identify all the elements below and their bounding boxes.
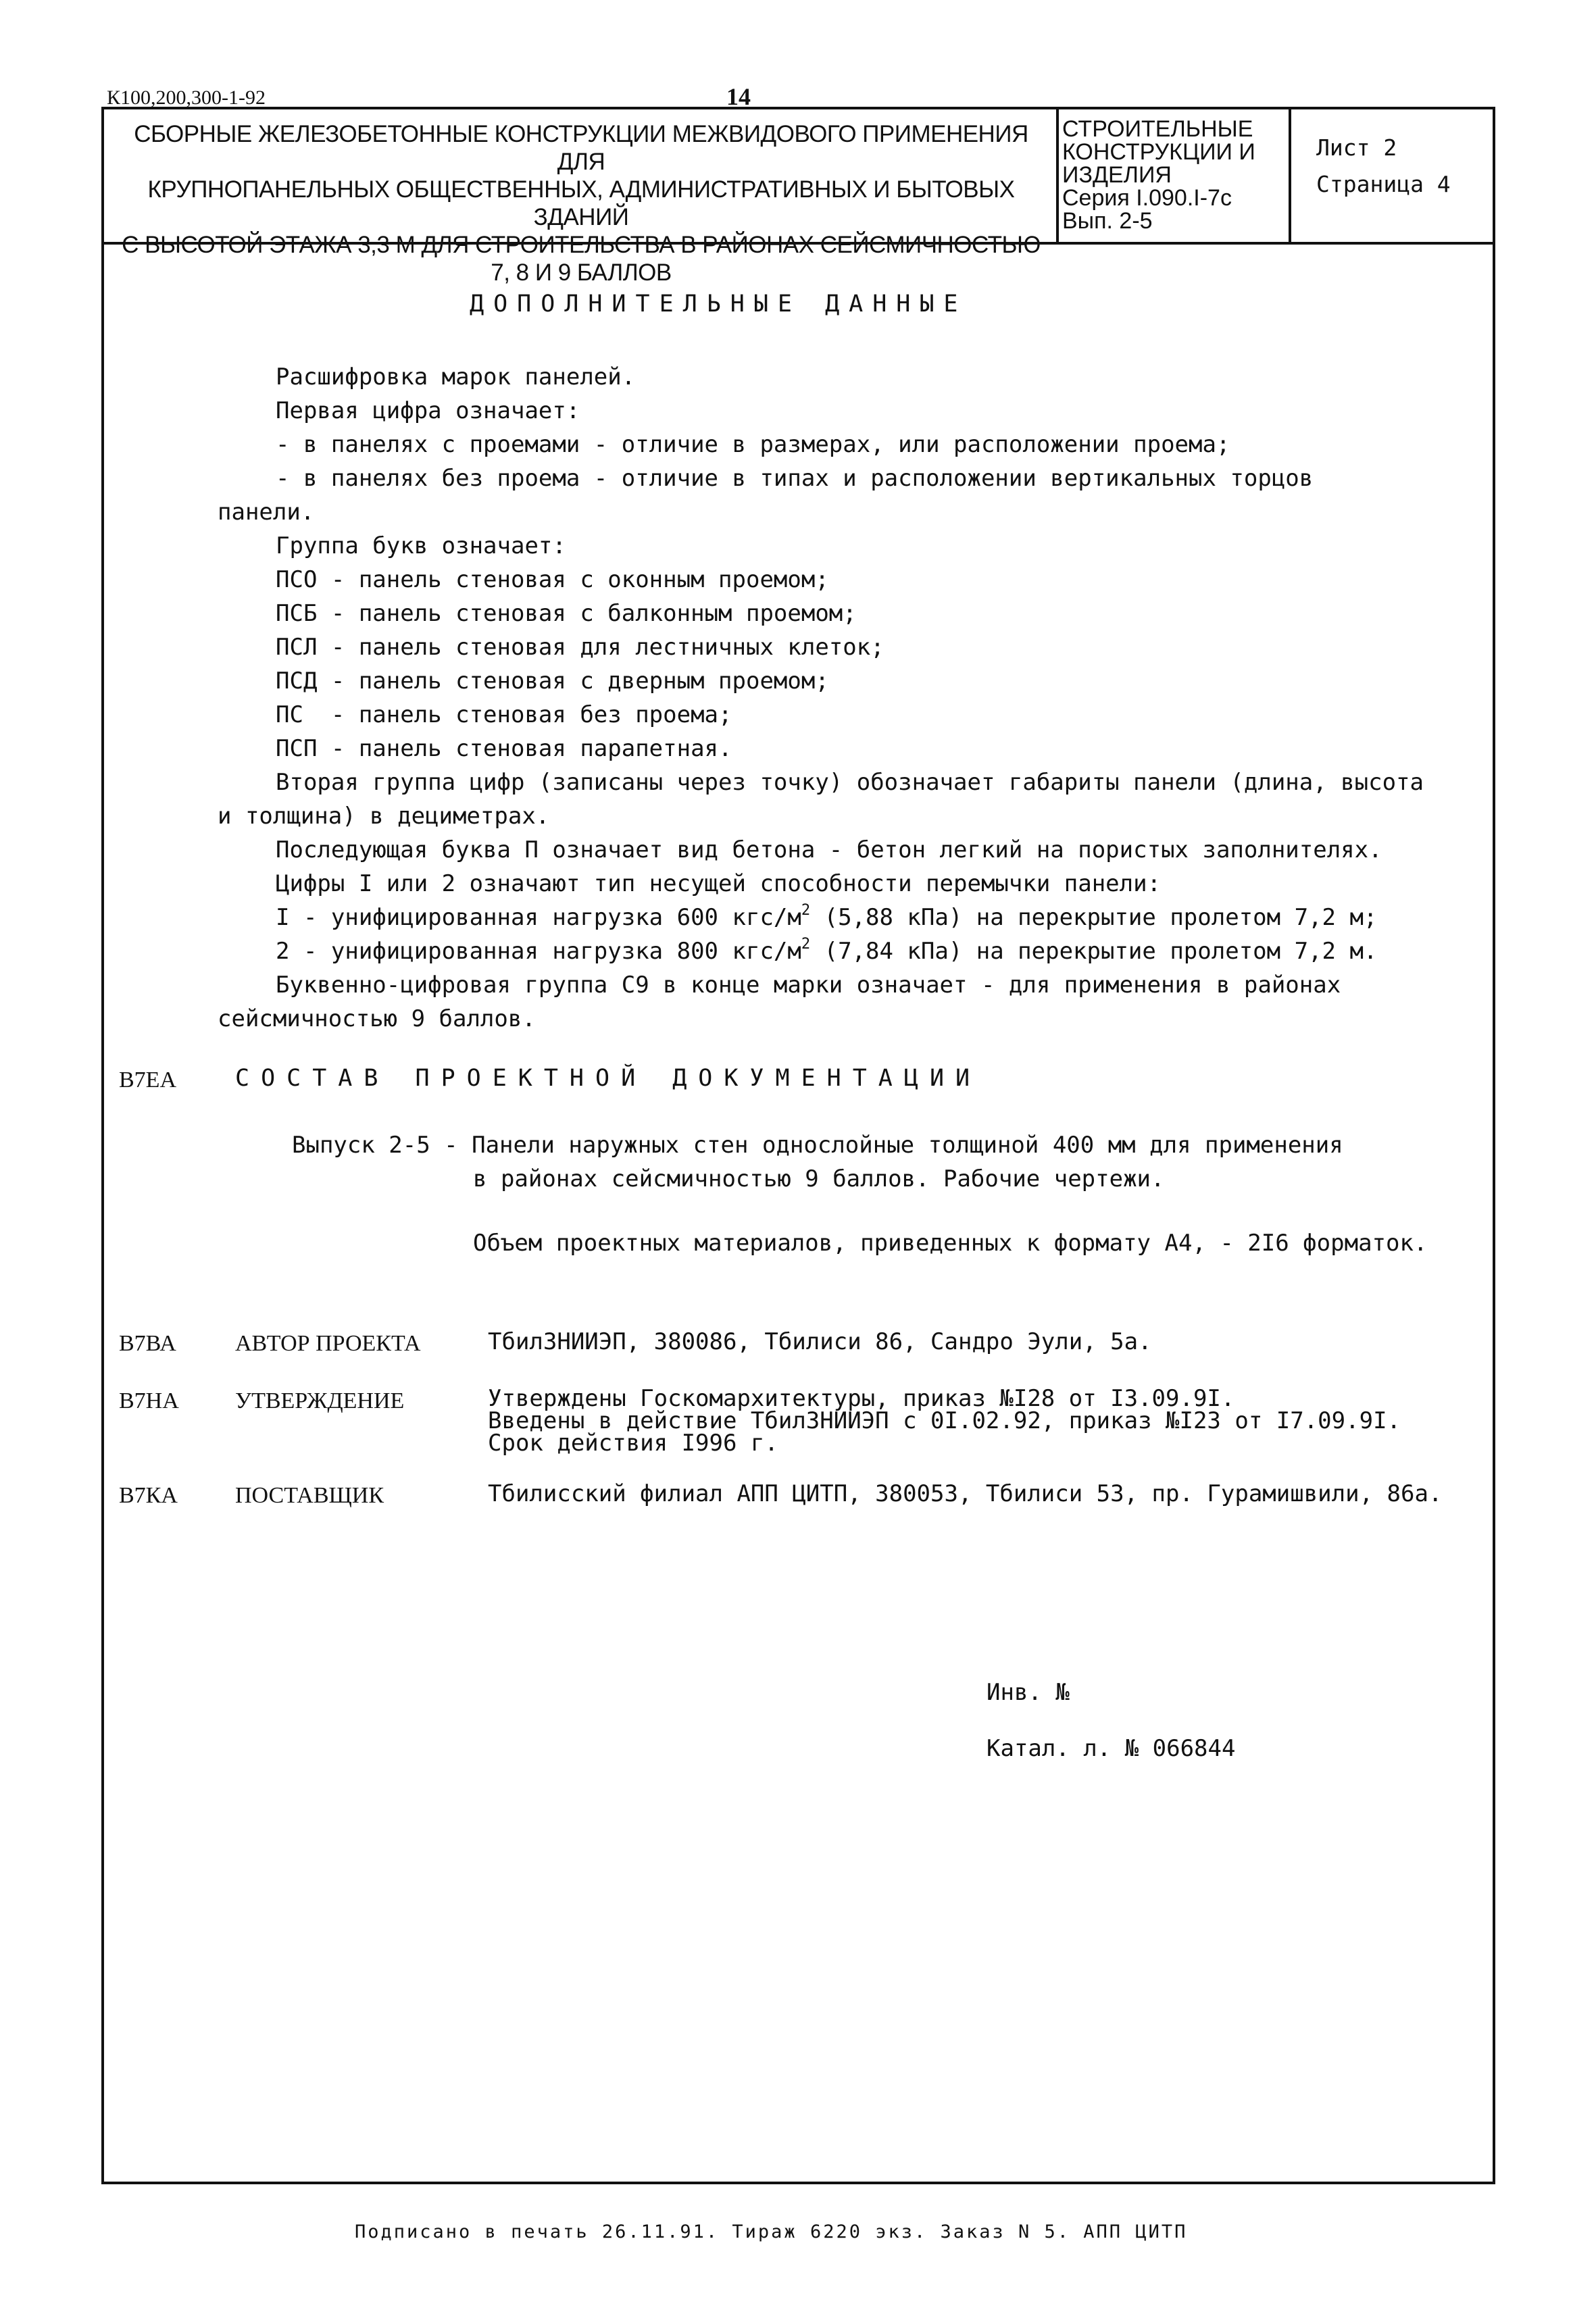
- panel-type-line: ПСО - панель стеновая с оконным проемом;: [276, 566, 829, 593]
- load-line: [276, 938, 1377, 965]
- issue-line: в районах сейсмичностью 9 баллов. Рабочие чертежи.: [473, 1165, 1165, 1192]
- approval-code: В7НА: [119, 1388, 179, 1413]
- text-line: сейсмичностью 9 баллов.: [218, 1005, 536, 1032]
- text-line: и толщина) в дециметрах.: [218, 803, 550, 830]
- sheet-number: Лист 2: [1316, 134, 1397, 161]
- inventory-number: Инв. №: [987, 1679, 1070, 1706]
- load-text: I - унифицированная нагрузка 600 кгс/м: [276, 904, 801, 931]
- category-line: СТРОИТЕЛЬНЫЕ: [1062, 116, 1253, 142]
- author-code: В7ВА: [119, 1331, 176, 1356]
- page-label: Страница 4: [1316, 171, 1451, 197]
- approval-label: УТВЕРЖДЕНИЕ: [235, 1388, 405, 1413]
- panel-type-line: ПСП - панель стеновая парапетная.: [276, 735, 732, 762]
- load-line: [276, 904, 1377, 931]
- additional-data-heading: ДОПОЛНИТЕЛЬНЫЕ ДАННЫЕ: [470, 291, 968, 318]
- text-line: Цифры I или 2 означают тип несущей способности перемычки панели:: [276, 870, 1162, 897]
- approval-line: Утверждены Госкомархитектуры, приказ №I28 от I3.09.9I.: [488, 1385, 1235, 1412]
- text-line: Буквенно-цифровая группа С9 в конце марки означает - для применения в районах: [276, 972, 1341, 999]
- composition-code: В7ЕА: [119, 1067, 176, 1092]
- text-line: Первая цифра означает:: [276, 397, 580, 424]
- supplier-text: Тбилисский филиал АПП ЦИТП, 380053, Тбилиси 53, пр. Гурамишвили, 86а.: [488, 1480, 1443, 1507]
- title-block-divider-vertical-2: [1289, 107, 1291, 243]
- print-info: Подписано в печать 26.11.91. Тираж 6220 экз. Заказ N 5. АПП ЦИТП: [355, 2221, 1188, 2242]
- supplier-code: В7КА: [119, 1483, 178, 1508]
- panel-type-line: ПСБ - панель стеновая с балконным проемом;: [276, 600, 857, 627]
- load-text: 2 - унифицированная нагрузка 800 кгс/м: [276, 938, 801, 965]
- series-info: [1062, 118, 1287, 232]
- title-line: СБОРНЫЕ ЖЕЛЕЗОБЕТОННЫЕ КОНСТРУКЦИИ МЕЖВИДОВОГО ПРИМЕНЕНИЯ ДЛЯ: [134, 121, 1028, 175]
- approval-line: Срок действия I996 г.: [488, 1430, 778, 1457]
- author-label: АВТОР ПРОЕКТА: [235, 1331, 421, 1356]
- text-line: Расшифровка марок панелей.: [276, 363, 636, 391]
- issue-line: Выпуск 2-5 - Панели наружных стен однослойные толщиной 400 мм для применения: [292, 1132, 1343, 1159]
- load-text: (7,84 кПа) на перекрытие пролетом 7,2 м.: [824, 938, 1378, 965]
- text-line: Группа букв означает:: [276, 532, 566, 559]
- page-number: 14: [726, 83, 751, 110]
- volume-line: Объем проектных материалов, приведенных к формату А4, - 2I6 форматок.: [473, 1230, 1428, 1257]
- superscript: 2: [801, 936, 811, 953]
- superscript: 2: [801, 902, 811, 919]
- title-line: С ВЫСОТОЙ ЭТАЖА 3,3 М ДЛЯ СТРОИТЕЛЬСТВА В РАЙОНАХ СЕЙСМИЧНОСТЬЮ: [122, 232, 1041, 258]
- panel-type-line: ПСД - панель стеновая с дверным проемом;: [276, 668, 829, 695]
- author-text: ТбилЗНИИЭП, 380086, Тбилиси 86, Сандро Эули, 5а.: [488, 1328, 1152, 1355]
- title-line: КРУПНОПАНЕЛЬНЫХ ОБЩЕСТВЕННЫХ, АДМИНИСТРАТИВНЫХ И БЫТОВЫХ ЗДАНИЙ: [147, 176, 1015, 230]
- document-code: К100,200,300-1-92: [107, 86, 266, 109]
- text-line: Последующая буква П означает вид бетона - бетон легкий на пористых заполнителях.: [276, 836, 1382, 863]
- title-block-divider-vertical-1: [1056, 107, 1059, 243]
- sheet-info: [1316, 130, 1451, 203]
- approval-line: Введены в действие ТбилЗНИИЭП с 0I.02.92, приказ №I23 от I7.09.9I.: [488, 1407, 1401, 1434]
- category-line: ИЗДЕЛИЯ: [1062, 162, 1172, 188]
- title-line: 7, 8 И 9 БАЛЛОВ: [491, 259, 672, 286]
- document-title: [115, 120, 1047, 286]
- supplier-label: ПОСТАВЩИК: [235, 1483, 384, 1508]
- catalog-number: Катал. л. № 066844: [987, 1735, 1236, 1762]
- composition-heading: СОСТАВ ПРОЕКТНОЙ ДОКУМЕНТАЦИИ: [235, 1065, 982, 1092]
- text-line: панели.: [218, 499, 315, 526]
- category-line: КОНСТРУКЦИИ И: [1062, 139, 1255, 165]
- text-line: - в панелях с проемами - отличие в размерах, или расположении проема;: [276, 431, 1230, 458]
- panel-type-line: ПС - панель стеновая без проема;: [276, 701, 732, 728]
- text-line: Вторая группа цифр (записаны через точку) обозначает габариты панели (длина, высота: [276, 769, 1424, 796]
- load-text: (5,88 кПа) на перекрытие пролетом 7,2 м;: [824, 904, 1378, 931]
- series-number: Серия I.090.I-7с: [1062, 185, 1232, 211]
- text-line: - в панелях без проема - отличие в типах и расположении вертикальных торцов: [276, 465, 1314, 492]
- issue-number: Вып. 2-5: [1062, 208, 1153, 234]
- panel-type-line: ПСЛ - панель стеновая для лестничных клеток;: [276, 634, 884, 661]
